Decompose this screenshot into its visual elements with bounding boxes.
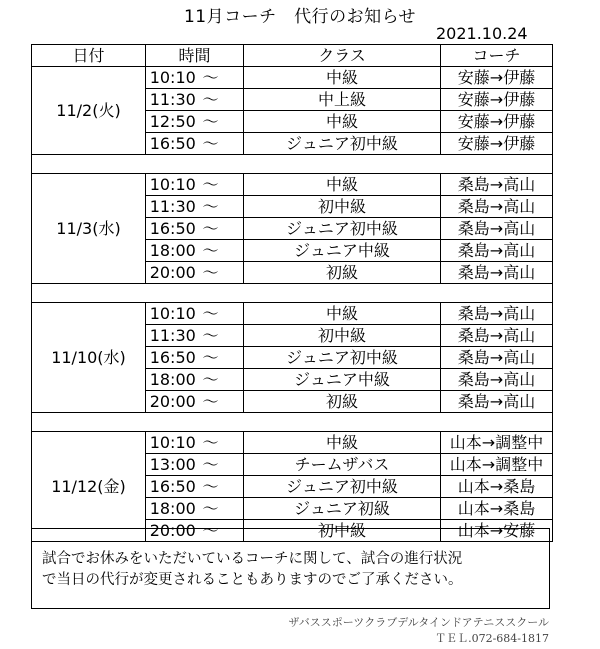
time-cell: 16:50: [146, 476, 200, 498]
coach-cell: 山本→調整中: [441, 454, 553, 476]
time-cell: 11:30: [146, 196, 200, 218]
time-cell: 20:00: [146, 262, 200, 284]
spacer-cell: [32, 155, 553, 174]
class-cell: ジュニア初中級: [244, 476, 441, 498]
table-row: [32, 174, 553, 196]
class-cell: 初中級: [244, 196, 441, 218]
class-cell: ジュニア中級: [244, 240, 441, 262]
coach-cell: 安藤→伊藤: [441, 133, 553, 155]
coach-cell: 桑島→高山: [441, 262, 553, 284]
class-cell: 中級: [244, 303, 441, 325]
page-title: 11月コーチ 代行のお知らせ: [183, 7, 417, 27]
time-cell: 16:50: [146, 133, 200, 155]
coach-cell: 桑島→高山: [441, 347, 553, 369]
tilde-cell: ～: [200, 67, 244, 89]
coach-cell: 安藤→伊藤: [441, 67, 553, 89]
class-cell: 中級: [244, 67, 441, 89]
coach-cell: 山本→調整中: [441, 432, 553, 454]
coach-cell: 桑島→高山: [441, 240, 553, 262]
tilde-cell: ～: [200, 174, 244, 196]
header-coach: コーチ: [441, 45, 553, 67]
coach-cell: 桑島→高山: [441, 325, 553, 347]
tilde-cell: ～: [200, 196, 244, 218]
coach-cell: 桑島→高山: [441, 174, 553, 196]
notice-line-2: で当日の代行が変更されることもありますのでご了承ください。: [42, 572, 463, 588]
time-cell: 18:00: [146, 240, 200, 262]
class-cell: 初中級: [244, 325, 441, 347]
tilde-cell: ～: [200, 391, 244, 413]
tilde-cell: ～: [200, 520, 244, 542]
class-cell: ジュニア初級: [244, 498, 441, 520]
class-cell: ジュニア初中級: [244, 347, 441, 369]
coach-cell: 山本→桑島: [441, 498, 553, 520]
notice-box: [31, 528, 550, 609]
time-cell: 12:50: [146, 111, 200, 133]
time-cell: 10:10: [146, 174, 200, 196]
coach-cell: 安藤→伊藤: [441, 89, 553, 111]
spacer-cell: [32, 284, 553, 303]
tilde-cell: ～: [200, 476, 244, 498]
footer-phone: ＴＥＬ.072-684-1817: [435, 632, 549, 645]
group-spacer-row: [32, 413, 553, 432]
time-cell: 18:00: [146, 498, 200, 520]
class-cell: チームザバス: [244, 454, 441, 476]
tilde-cell: ～: [200, 454, 244, 476]
header-class: クラス: [244, 45, 441, 67]
date-cell: 11/10(水): [32, 303, 146, 413]
tilde-cell: ～: [200, 325, 244, 347]
tilde-cell: ～: [200, 303, 244, 325]
tilde-cell: ～: [200, 240, 244, 262]
tilde-cell: ～: [200, 369, 244, 391]
tilde-cell: ～: [200, 347, 244, 369]
tilde-cell: ～: [200, 89, 244, 111]
class-cell: 初級: [244, 391, 441, 413]
class-cell: 中級: [244, 174, 441, 196]
tilde-cell: ～: [200, 498, 244, 520]
coach-cell: 山本→安藤: [441, 520, 553, 542]
time-cell: 20:00: [146, 520, 200, 542]
class-cell: 中上級: [244, 89, 441, 111]
notice-line-1: 試合でお休みをいただいているコーチに関して、試合の進行状況: [42, 551, 463, 567]
coach-cell: 桑島→高山: [441, 303, 553, 325]
class-cell: 中級: [244, 111, 441, 133]
time-cell: 11:30: [146, 89, 200, 111]
footer-school-name: ザバススポーツクラブデルタインドアテニススクール: [288, 616, 549, 629]
tilde-cell: ～: [200, 218, 244, 240]
tilde-cell: ～: [200, 432, 244, 454]
class-cell: ジュニア中級: [244, 369, 441, 391]
date-cell: 11/3(水): [32, 174, 146, 284]
header-time: 時間: [146, 45, 244, 67]
coach-cell: 山本→桑島: [441, 476, 553, 498]
schedule-body: [32, 67, 553, 542]
time-cell: 10:10: [146, 432, 200, 454]
time-cell: 10:10: [146, 303, 200, 325]
time-cell: 16:50: [146, 218, 200, 240]
class-cell: 中級: [244, 432, 441, 454]
coach-cell: 桑島→高山: [441, 391, 553, 413]
time-cell: 10:10: [146, 67, 200, 89]
time-cell: 18:00: [146, 369, 200, 391]
coach-cell: 桑島→高山: [441, 369, 553, 391]
table-row: [32, 67, 553, 89]
time-cell: 20:00: [146, 391, 200, 413]
class-cell: 初中級: [244, 520, 441, 542]
class-cell: ジュニア初中級: [244, 218, 441, 240]
group-spacer-row: [32, 284, 553, 303]
table-row: [32, 303, 553, 325]
spacer-cell: [32, 413, 553, 432]
time-cell: 16:50: [146, 347, 200, 369]
header-row: [32, 45, 553, 67]
class-cell: 初級: [244, 262, 441, 284]
coach-cell: 安藤→伊藤: [441, 111, 553, 133]
time-cell: 11:30: [146, 325, 200, 347]
tilde-cell: ～: [200, 111, 244, 133]
coach-cell: 桑島→高山: [441, 196, 553, 218]
class-cell: ジュニア初中級: [244, 133, 441, 155]
date-cell: 11/12(金): [32, 432, 146, 542]
date-cell: 11/2(火): [32, 67, 146, 155]
table-row: [32, 432, 553, 454]
group-spacer-row: [32, 155, 553, 174]
coach-cell: 桑島→高山: [441, 218, 553, 240]
header-date: 日付: [32, 45, 146, 67]
time-cell: 13:00: [146, 454, 200, 476]
tilde-cell: ～: [200, 133, 244, 155]
tilde-cell: ～: [200, 262, 244, 284]
schedule-table: [31, 44, 553, 542]
issue-date: 2021.10.24: [436, 24, 528, 43]
